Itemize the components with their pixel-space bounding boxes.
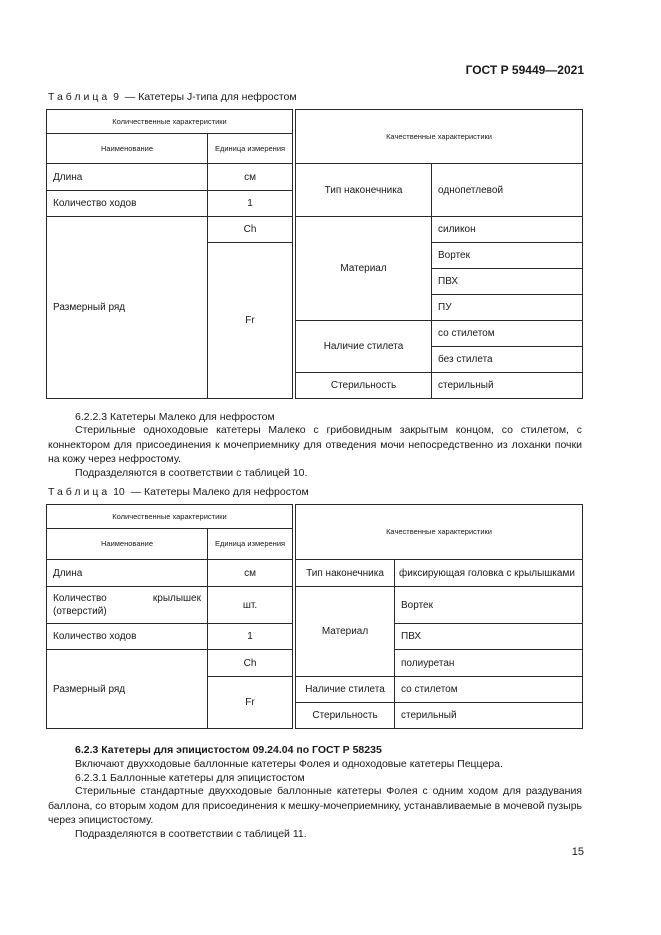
row-unit: см (208, 164, 293, 191)
row-name: Размерный ряд (47, 217, 208, 399)
qual-value: со стилетом (432, 321, 583, 347)
table-9 (46, 109, 583, 399)
table-10 (46, 504, 583, 729)
section-623-body: Включают двухходовые баллонные катетеры Фолея и одноходовые катетеры Пеццера. (75, 758, 503, 770)
header-unit: Единица измерения (208, 529, 293, 560)
section-6231-ref: Подразделяются в соответствии с таблицей 11. (75, 828, 307, 840)
table-10-caption (48, 486, 309, 498)
qual-value: ПУ (432, 295, 583, 321)
qual-name: Наличие стилета (296, 677, 395, 703)
row-unit: шт. (208, 587, 293, 624)
table-9-caption (48, 91, 297, 103)
qual-name: Стерильность (296, 373, 432, 399)
row-unit: 1 (208, 624, 293, 650)
section-6223-ref: Подразделяются в соответствии с таблицей 10. (75, 467, 308, 479)
document-code: ГОСТ Р 59449—2021 (465, 63, 584, 77)
row-unit: см (208, 560, 293, 587)
header-quantitative: Количественные характеристики (47, 505, 293, 529)
qual-value: Вортек (395, 587, 583, 624)
section-623-title: 6.2.3 Катетеры для эпицистостом 09.24.04 по ГОСТ Р 58235 (75, 744, 382, 756)
qual-name: Стерильность (296, 703, 395, 729)
qual-name: Тип наконечника (296, 164, 432, 217)
row-name: Длина (47, 560, 208, 587)
qual-value: ПВХ (395, 624, 583, 650)
row-name: Количество ходов (47, 624, 208, 650)
table-label: Таблица (48, 91, 111, 103)
qual-value: фиксирующая головка с крылышками (395, 560, 583, 587)
qual-value: без стилета (432, 347, 583, 373)
table-number: 10 (113, 486, 125, 498)
row-unit: Ch (208, 217, 293, 243)
qual-name: Наличие стилета (296, 321, 432, 373)
qual-value: однопетлевой (432, 164, 583, 217)
qual-value: Вортек (432, 243, 583, 269)
qual-value: полиуретан (395, 650, 583, 677)
qual-name: Материал (296, 217, 432, 321)
row-unit: 1 (208, 191, 293, 217)
header-unit: Единица измерения (208, 134, 293, 164)
table-title: — Катетеры J-типа для нефростом (124, 91, 297, 103)
qual-value: силикон (432, 217, 583, 243)
qual-value: стерильный (395, 703, 583, 729)
row-name: Размерный ряд (47, 650, 208, 729)
section-6231-body: Стерильные стандартные двухходовые баллонные катетеры Фолея с одним ходом для раздувания баллона, со вторым ходом для присоединения к мешку-мочеприемнику, устанавливаемые в мочевой пузырь через эпицистостому. (48, 785, 582, 827)
header-name: Наименование (47, 134, 208, 164)
header-qualitative: Качественные характеристики (296, 505, 583, 560)
table-number: 9 (113, 91, 119, 103)
section-6223-title: 6.2.2.3 Катетеры Малеко для нефростом (75, 411, 275, 423)
row-name: Количество ходов (47, 191, 208, 217)
qual-name: Тип наконечника (296, 560, 395, 587)
qual-name: Материал (296, 587, 395, 677)
qual-value: со стилетом (395, 677, 583, 703)
row-name: Длина (47, 164, 208, 191)
header-quantitative: Количественные характеристики (47, 110, 293, 134)
row-unit: Fr (208, 677, 293, 729)
row-name: Количество крылышек (отверстий) (47, 587, 208, 624)
qual-value: ПВХ (432, 269, 583, 295)
row-unit: Ch (208, 650, 293, 677)
row-unit: Fr (208, 243, 293, 399)
header-name: Наименование (47, 529, 208, 560)
page-number: 15 (571, 846, 584, 858)
section-6223-body: Стерильные одноходовые катетеры Малеко с грибовидным закрытым концом, со стилетом, с коннектором для присоединения к мочеприемнику для отведения мочи непосредственно из лоханки почки на кожу через нефростому. (48, 424, 582, 466)
table-label: Таблица (48, 486, 111, 498)
header-qualitative: Качественные характеристики (296, 110, 583, 164)
section-6231-title: 6.2.3.1 Баллонные катетеры для эпицистостом (75, 772, 305, 784)
table-title: — Катетеры Малеко для нефростом (130, 486, 309, 498)
qual-value: стерильный (432, 373, 583, 399)
